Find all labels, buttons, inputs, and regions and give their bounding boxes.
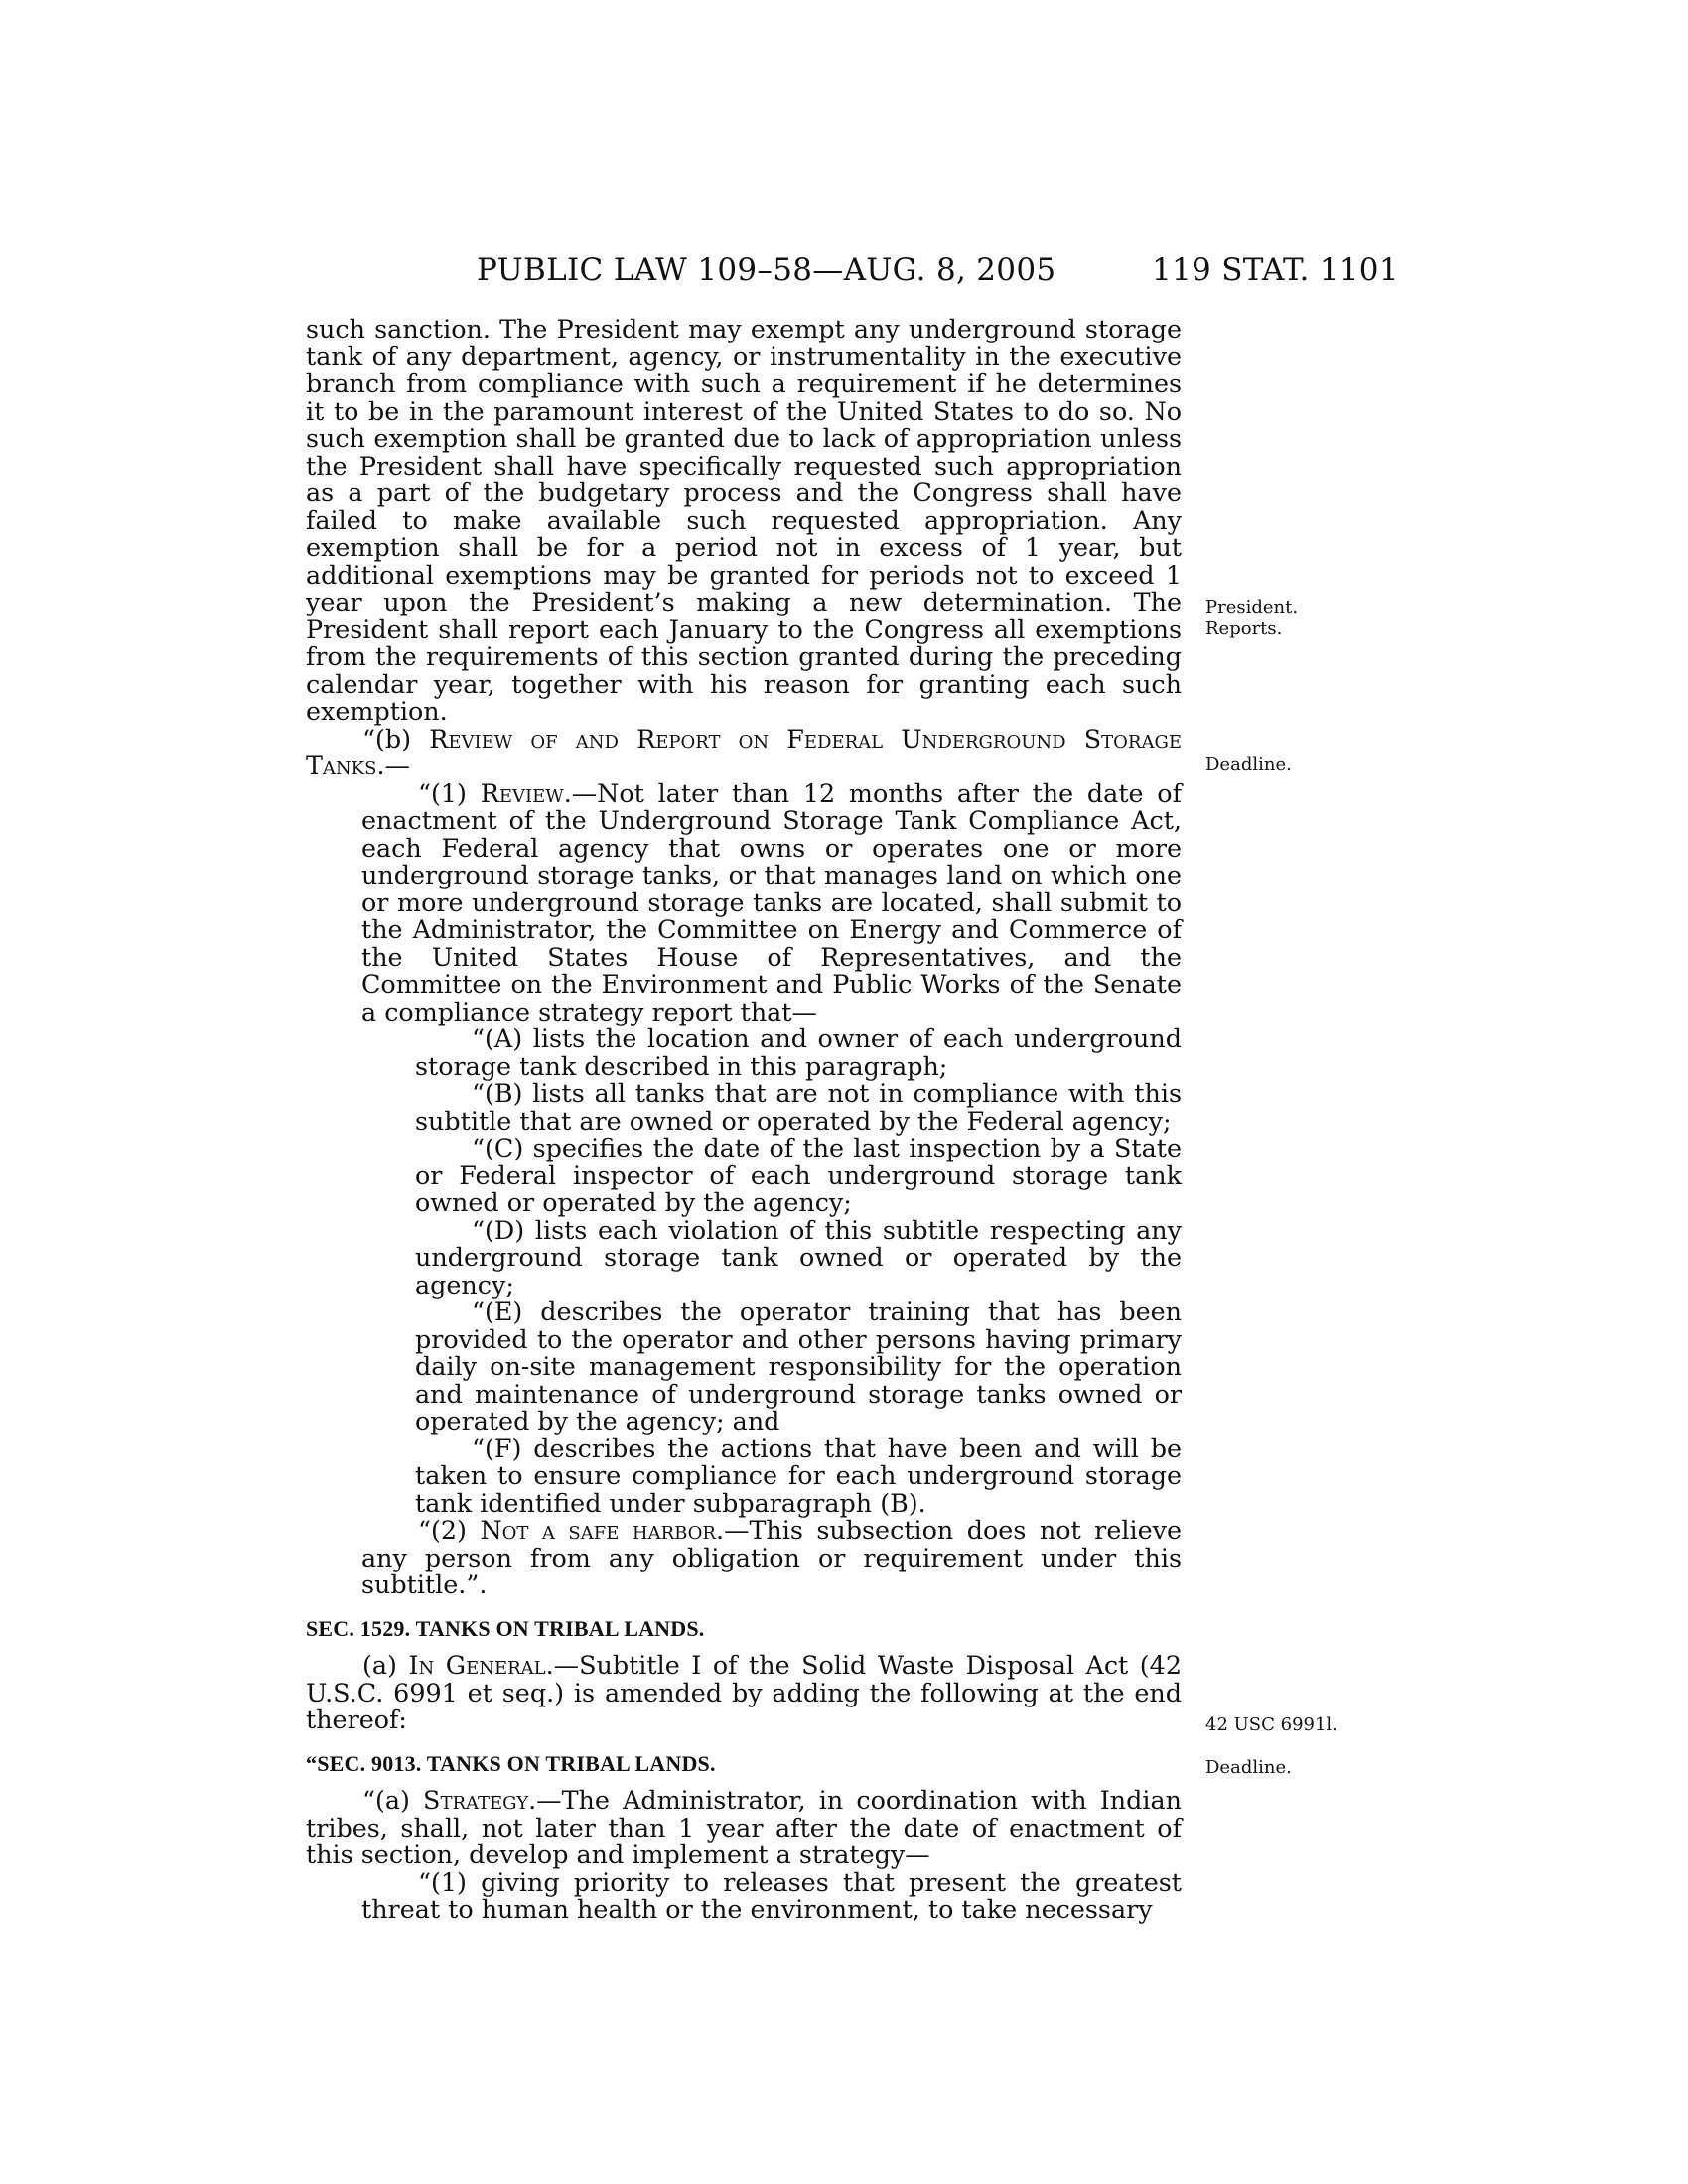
paragraph-safe-harbor bbox=[306, 1517, 1182, 1599]
subparagraph-e: “(E) describes the operator training that has been provided to the operator and other persons having primary daily on-site management responsibility for the operation and maintenance of underground storage tanks owned or operated by the agency; and bbox=[415, 1297, 1182, 1435]
review-prefix: “(1) bbox=[418, 777, 481, 808]
safe-harbor-text: .—This subsection does not relieve any person from any obligation or requirement under this subtitle.”. bbox=[361, 1515, 1182, 1599]
safe-harbor-prefix: “(2) bbox=[418, 1515, 481, 1545]
subparagraph-f: “(F) describes the actions that have been and will be taken to ensure compliance for each underground storage tank identified under subparagraph (B). bbox=[415, 1433, 1182, 1518]
paragraph-review bbox=[306, 777, 1182, 1026]
section-9013-heading: “SEC. 9013. TANKS ON TRIBAL LANDS. bbox=[306, 1750, 716, 1776]
margin-note-usc-citation: 42 USC 6991l. bbox=[1205, 1714, 1337, 1735]
review-text: .—Not later than 12 months after the date of enactment of the Underground Storage Tank Compliance Act, each Federal agency that owns or operates one or more underground storage tanks, or that manages land on which one or more underground storage tanks are located, shall submit to the Administrator, the Committee on Energy and Commerce of the United States House of Representatives, and the Committee on the Environment and Public Works of the Senate a compliance strategy report that— bbox=[361, 777, 1182, 1026]
paragraph-exemption: such sanction. The President may exempt any underground storage tank of any department, agency, or instrumentality in the executive branch from compliance with such a requirement if he determines it to be in the paramount interest of the United States to do so. No such exemption shall be granted due to lack of appropriation unless the President shall have specifically requested such appropriation as a part of the budgetary process and the Congress shall have failed to make available such requested appropriation. Any exemption shall be for a period not in excess of 1 year, but additional exemptions may be granted for periods not to exceed 1 year upon the President’s making a new determination. The President shall report each January to the Congress all exemptions from the requirements of this section granted during the preceding calendar year, together with his reason for granting each such exemption. bbox=[306, 314, 1182, 726]
subsection-b-suffix: .— bbox=[376, 751, 410, 780]
margin-note-deadline-2: Deadline. bbox=[1205, 1757, 1292, 1778]
subsection-b-title: Review of and Report on Federal Underground Storage Tanks bbox=[306, 723, 1182, 780]
strategy-heading: Strategy bbox=[423, 1785, 529, 1815]
subsection-a-general bbox=[306, 1652, 1182, 1734]
subsection-a-strategy bbox=[306, 1787, 1182, 1869]
general-prefix: (a) bbox=[362, 1650, 409, 1680]
page-citation: 119 STAT. 1101 bbox=[1152, 252, 1399, 288]
margin-note-reports: Reports. bbox=[1205, 618, 1283, 639]
subsection-b-prefix: “(b) bbox=[362, 723, 430, 753]
subparagraph-b: “(B) lists all tanks that are not in compliance with this subtitle that are owned or operated by the Federal agency; bbox=[415, 1078, 1182, 1136]
running-header-title: PUBLIC LAW 109–58—AUG. 8, 2005 bbox=[477, 252, 1056, 288]
general-heading: In General bbox=[408, 1650, 546, 1680]
review-heading: Review bbox=[480, 777, 564, 808]
strategy-text: .—The Administrator, in coordination with Indian tribes, shall, not later than 1 year after the date of enactment of this section, develop and implement a strategy— bbox=[306, 1785, 1182, 1869]
subparagraph-a: “(A) lists the location and owner of each underground storage tank described in this paragraph; bbox=[415, 1024, 1182, 1081]
margin-note-president: President. bbox=[1205, 597, 1299, 617]
margin-note-deadline: Deadline. bbox=[1205, 754, 1292, 775]
subparagraph-c: “(C) specifies the date of the last inspection by a State or Federal inspector of each underground storage tank owned or operated by the agency; bbox=[415, 1133, 1182, 1217]
subsection-b-heading bbox=[306, 723, 1182, 780]
strategy-prefix: “(a) bbox=[362, 1785, 424, 1815]
strategy-paragraph-1: “(1) giving priority to releases that present the greatest threat to human health or the environment, to take necessary bbox=[361, 1866, 1182, 1924]
statute-text bbox=[306, 316, 1182, 1924]
subparagraph-d: “(D) lists each violation of this subtitle respecting any underground storage tank owned or operated by the agency; bbox=[415, 1214, 1182, 1299]
section-1529-heading: SEC. 1529. TANKS ON TRIBAL LANDS. bbox=[306, 1615, 705, 1641]
safe-harbor-heading: Not a safe harbor bbox=[480, 1515, 716, 1545]
general-text: .—Subtitle I of the Solid Waste Disposal Act (42 U.S.C. 6991 et seq.) is amended by adding the following at the end thereof: bbox=[306, 1650, 1182, 1734]
